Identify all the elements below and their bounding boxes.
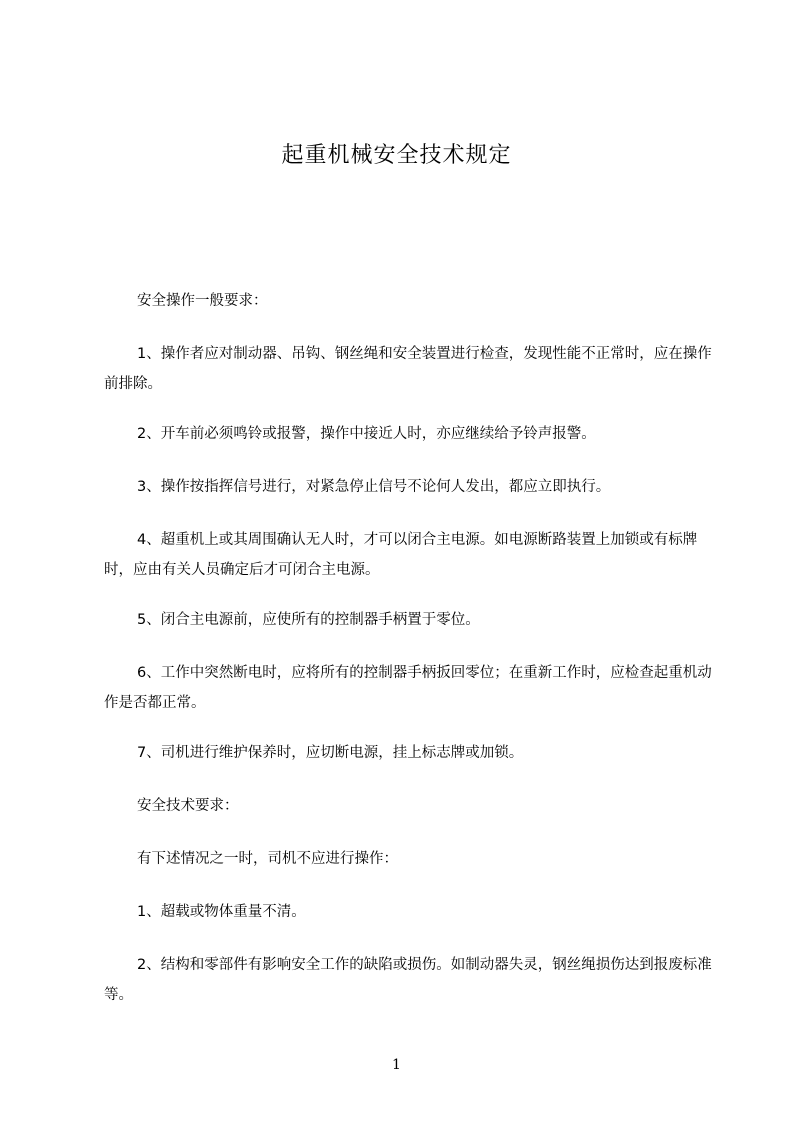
paragraph-item-6: 6、工作中突然断电时，应将所有的控制器手柄扳回零位；在重新工作时，应检查起重机动作是否都正常。 xyxy=(104,665,712,711)
paragraph-item-7: 7、司机进行维护保养时，应切断电源，挂上标志牌或加锁。 xyxy=(137,745,524,761)
paragraph-item-5: 5、闭合主电源前，应使所有的控制器手柄置于零位。 xyxy=(137,612,480,628)
document-title: 起重机械安全技术规定 xyxy=(281,143,512,168)
paragraph-condition-1: 1、超载或物体重量不清。 xyxy=(137,904,306,920)
page-number: 1 xyxy=(392,1057,401,1073)
paragraph-condition-2: 2、结构和零部件有影响安全工作的缺陷或损伤。如制动器失灵，钢丝绳损伤达到报废标准等。 xyxy=(104,957,712,1003)
section-heading-technical: 安全技术要求： xyxy=(137,798,239,814)
paragraph-conditions-intro: 有下述情况之一时，司机不应进行操作： xyxy=(137,851,398,867)
section-heading-general: 安全操作一般要求： xyxy=(137,293,268,309)
paragraph-item-2: 2、开车前必须鸣铃或报警，操作中接近人时，亦应继续给予铃声报警。 xyxy=(137,426,596,442)
paragraph-item-4: 4、超重机上或其周围确认无人时，才可以闭合主电源。如电源断路装置上加锁或有标牌时，应由有关人员确定后才可闭合主电源。 xyxy=(104,532,698,578)
paragraph-item-1: 1、操作者应对制动器、吊钩、钢丝绳和安全装置进行检查，发现性能不正常时，应在操作前排除。 xyxy=(104,346,712,392)
paragraph-item-3: 3、操作按指挥信号进行，对紧急停止信号不论何人发出，都应立即执行。 xyxy=(137,479,611,495)
